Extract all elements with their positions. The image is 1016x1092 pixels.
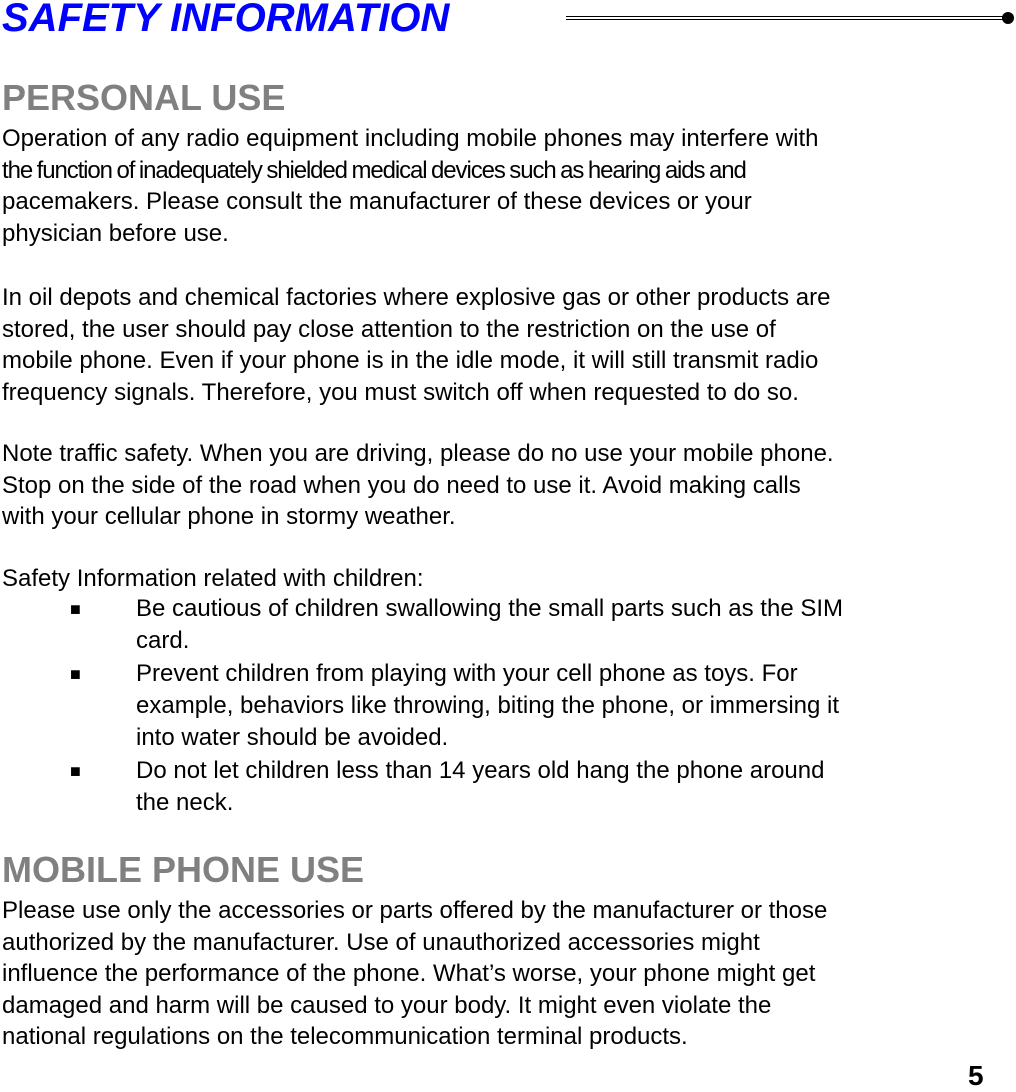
personal-use-paragraph-2 [2,282,952,408]
mobile-phone-use-paragraph-1 [2,895,952,1053]
text-line: the function of inadequately shielded medical devices such as hearing aids and [2,156,746,184]
text-line: mobile phone. Even if your phone is in the idle mode, it will still transmit radio [2,347,819,374]
text-line: influence the performance of the phone. What’s worse, your phone might get [2,960,816,987]
section-heading-mobile-phone-use: MOBILE PHONE USE [2,849,365,890]
text-line: Safety Information related with children: [2,565,424,592]
section-heading-personal-use: PERSONAL USE [2,77,286,118]
page-title: SAFETY INFORMATION [2,0,450,40]
text-line: example, behaviors like throwing, biting the phone, or immersing it [136,692,840,719]
text-line: Do not let children less than 14 years old hang the phone around [136,757,825,784]
text-line: Prevent children from playing with your cell phone as toys. For [136,660,798,687]
text-line: authorized by the manufacturer. Use of unauthorized accessories might [2,928,760,956]
personal-use-paragraph-3 [2,438,952,533]
bullet-square-icon: ■ [70,664,81,684]
text-line: national regulations on the telecommunication terminal products. [2,1023,688,1050]
list-item [0,755,960,819]
text-line: into water should be avoided. [136,724,449,751]
list-item [0,593,960,657]
text-line: Note traffic safety. When you are driving, please do no use your mobile phone. [2,440,834,467]
text-line: the neck. [136,789,234,816]
bullet-square-icon: ■ [70,761,81,781]
text-line: damaged and harm will be caused to your body. It might even violate the [2,991,772,1019]
page-number: 5 [968,1060,984,1091]
title-rule-dot [1002,12,1014,24]
children-safety-list [0,593,960,819]
bullet-square-icon: ■ [70,599,81,619]
text-line: pacemakers. Please consult the manufacturer of these devices or your [2,188,752,215]
children-safety-intro [2,563,952,595]
title-rule [566,16,1008,20]
text-line: In oil depots and chemical factories where explosive gas or other products are [2,284,831,311]
text-line: Be cautious of children swallowing the small parts such as the SIM [136,595,844,622]
text-line: stored, the user should pay close attention to the restriction on the use of [2,315,776,343]
text-line: physician before use. [2,219,229,247]
text-line: Please use only the accessories or parts offered by the manufacturer or those [2,897,828,924]
text-line: frequency signals. Therefore, you must switch off when requested to do so. [2,378,799,406]
personal-use-paragraph-1 [2,123,952,249]
text-line: card. [136,627,190,654]
text-line: Operation of any radio equipment including mobile phones may interfere with [2,125,819,152]
list-item [0,658,960,754]
text-line: with your cellular phone in stormy weather. [2,503,456,530]
text-line: Stop on the side of the road when you do need to use it. Avoid making calls [2,471,801,499]
